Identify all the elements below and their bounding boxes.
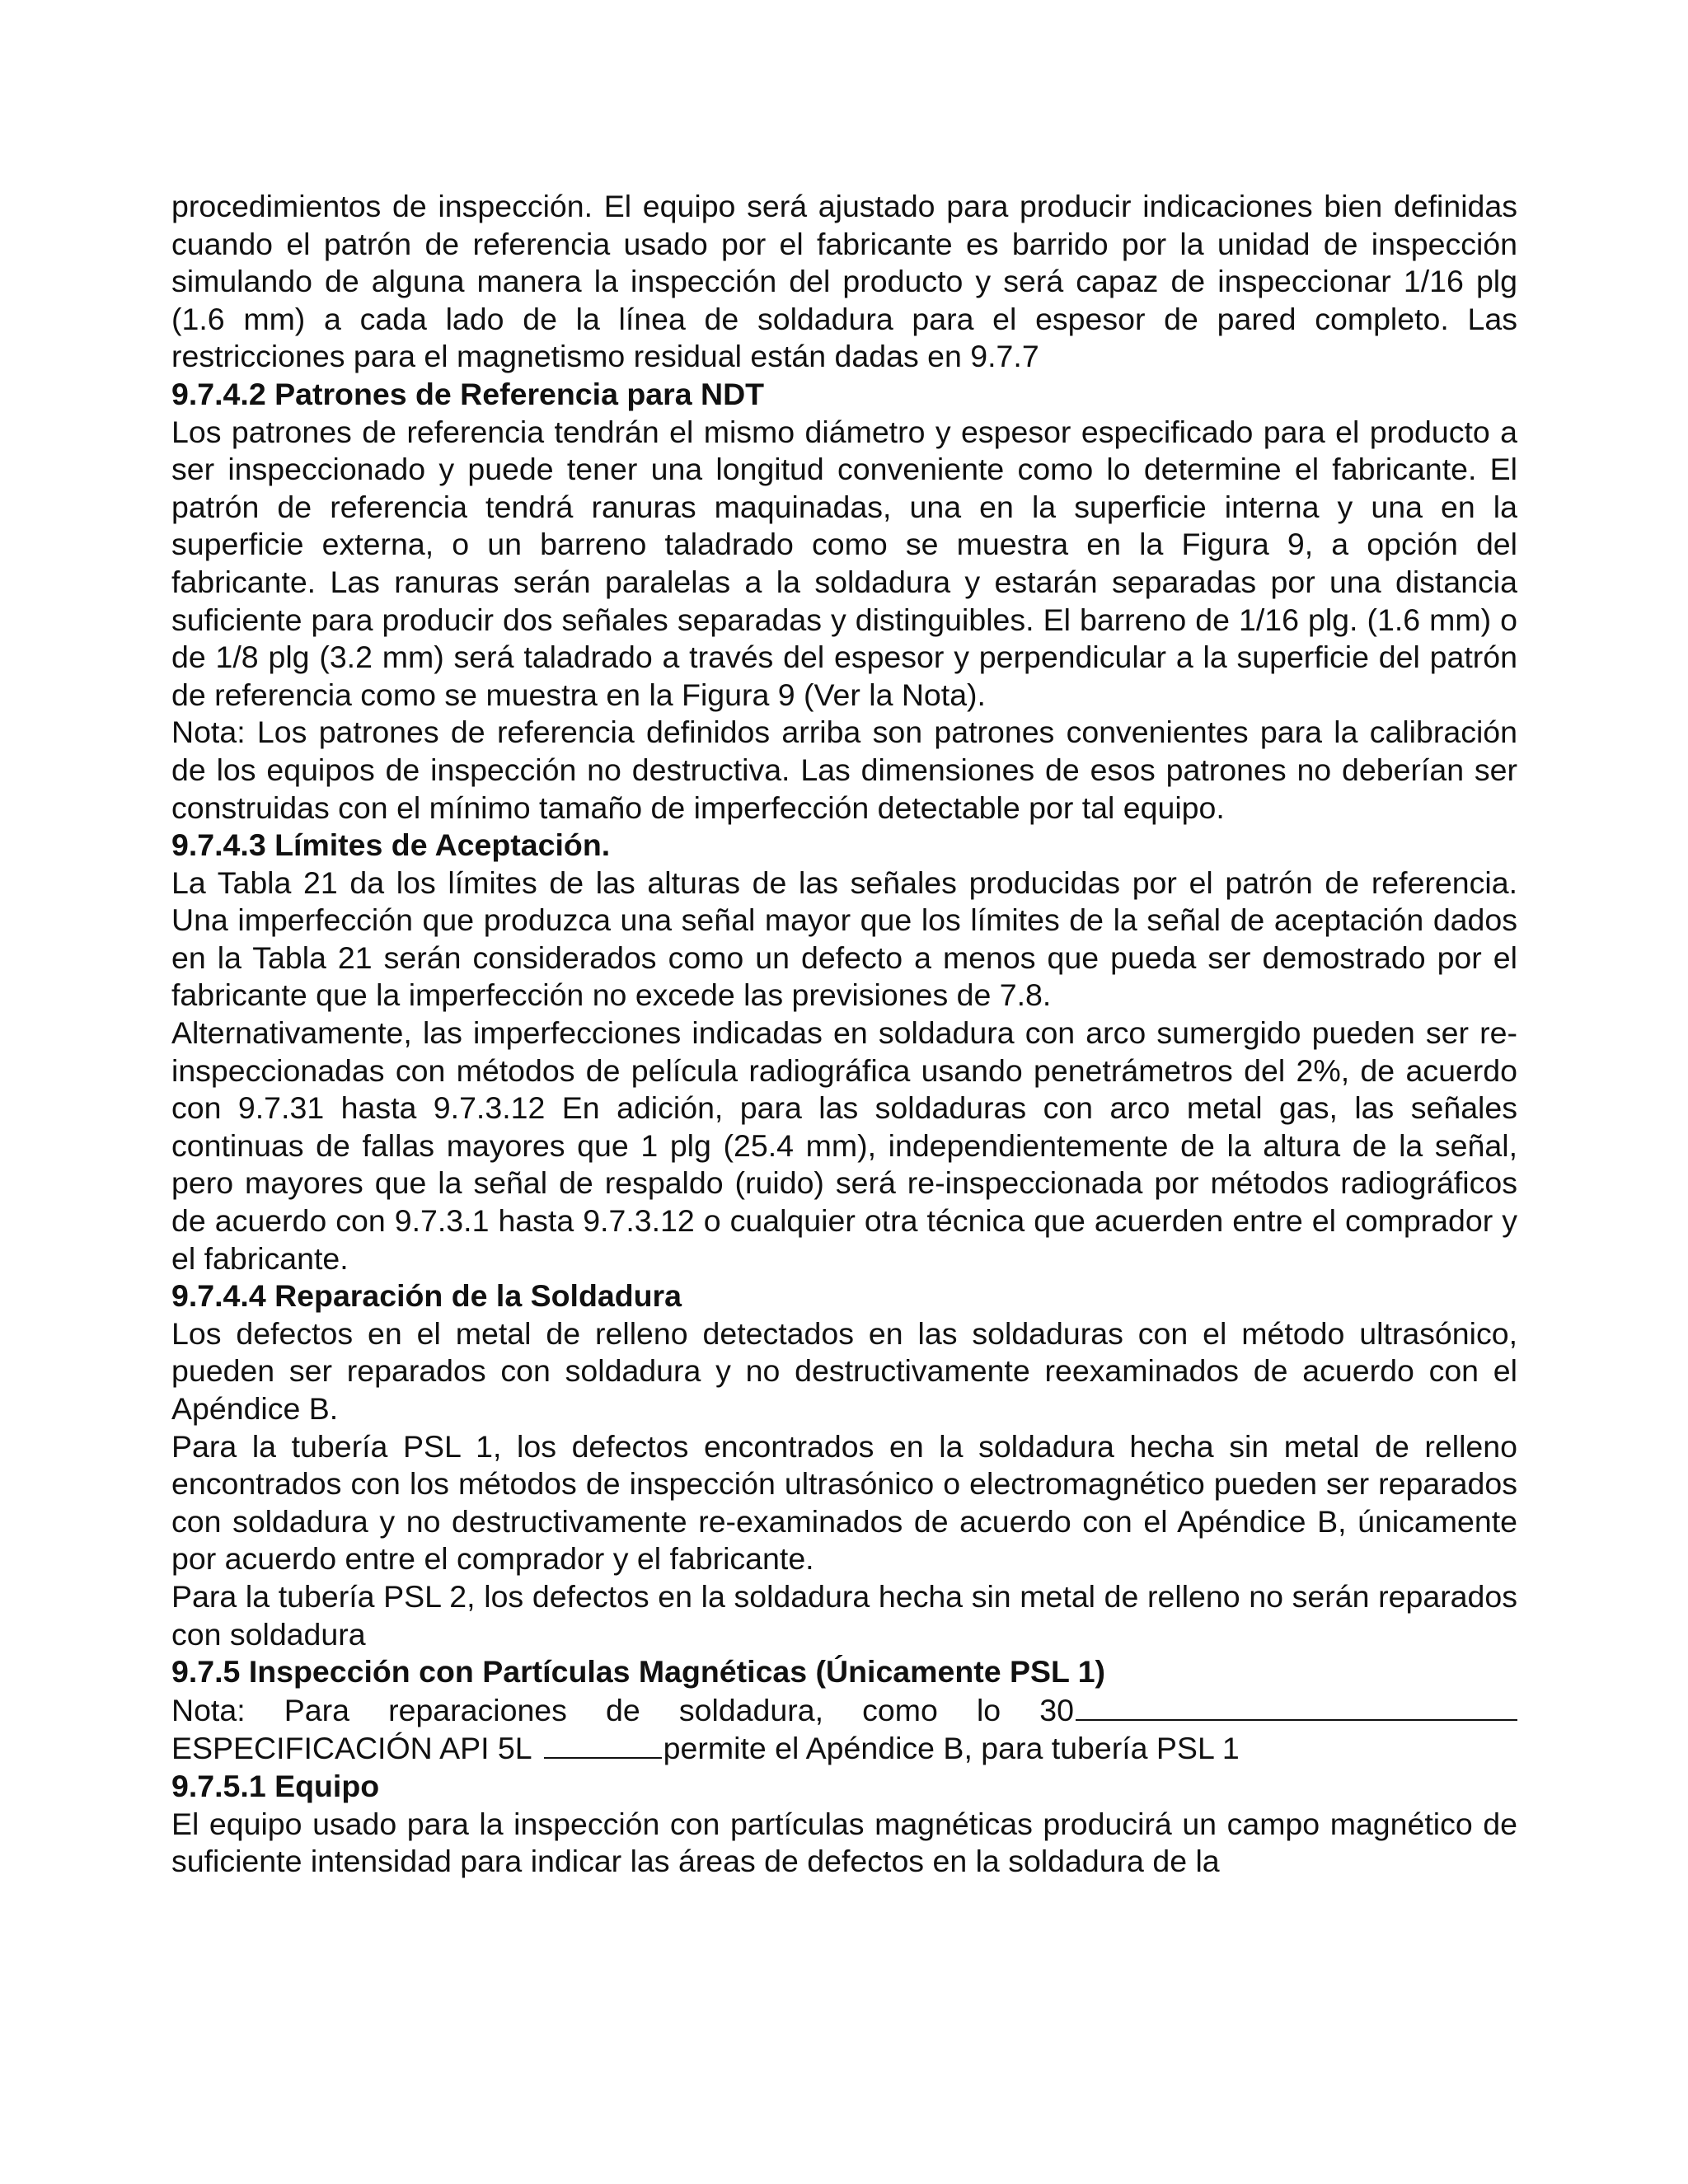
note-line-2 bbox=[171, 1729, 1517, 1768]
note-word: como bbox=[862, 1692, 938, 1727]
note-word: 30 bbox=[1039, 1692, 1074, 1727]
document-page bbox=[171, 188, 1517, 1881]
paragraph-psl1-repairs: Para la tubería PSL 1, los defectos encontrados en la soldadura hecha sin metal de relleno encontrados con los métodos de inspección ultrasónico o electromagnético pueden ser reparados con soldadura y no destructivamente re-examinados de acuerdo con el Apéndice B, únicamente por acuerdo entre el comprador y el fabricante. bbox=[171, 1428, 1517, 1577]
heading-9-7-4-3: 9.7.4.3 Límites de Aceptación. bbox=[171, 827, 611, 863]
blank-underline-short bbox=[544, 1729, 662, 1759]
paragraph-filler-metal-defects: Los defectos en el metal de relleno detectados en las soldaduras con el método ultrasónico, pueden ser reparados con soldadura y no destructivamente reexaminados de acuerdo con el Apéndice B. bbox=[171, 1315, 1517, 1426]
paragraph-alternative-inspection: Alternativamente, las imperfecciones indicadas en soldadura con arco sumergido pueden ser re-inspeccionadas con métodos de película radiográfica usando penetrámetros del 2%, de acuerdo con 9.7.31 hasta 9.7.3.12 En adición, para las soldaduras con arco metal gas, las señales continuas de fallas mayores que 1 plg (25.4 mm), independientemente de la altura de la señal, pero mayores que la señal de respaldo (ruido) será re-inspeccionada por métodos radiográficos de acuerdo con 9.7.3.1 hasta 9.7.3.12 o cualquier otra técnica que acuerden entre el comprador y el fabricante. bbox=[171, 1015, 1517, 1276]
note-word: lo bbox=[976, 1692, 1001, 1727]
note-line-1 bbox=[171, 1691, 1517, 1730]
note-word: soldadura, bbox=[678, 1692, 823, 1727]
heading-9-7-5: 9.7.5 Inspección con Partículas Magnéticas (Únicamente PSL 1) bbox=[171, 1654, 1106, 1690]
note-word: Nota: bbox=[171, 1692, 246, 1727]
heading-9-7-4-2: 9.7.4.2 Patrones de Referencia para NDT bbox=[171, 376, 765, 411]
heading-9-7-5-1: 9.7.5.1 Equipo bbox=[171, 1768, 380, 1803]
paragraph-psl2-repairs: Para la tubería PSL 2, los defectos en la soldadura hecha sin metal de relleno no serán reparados con soldadura bbox=[171, 1578, 1517, 1652]
blank-underline bbox=[1076, 1691, 1517, 1721]
note-appendix-text: permite el Apéndice B, para tubería PSL 1 bbox=[663, 1731, 1240, 1766]
note-word: de bbox=[606, 1692, 640, 1727]
paragraph-inspection-procedures: procedimientos de inspección. El equipo será ajustado para producir indicaciones bien definidas cuando el patrón de referencia usado por el fabricante es barrido por la unidad de inspección simulando de alguna manera la inspección del producto y será capaz de inspeccionar 1/16 plg (1.6 mm) a cada lado de la línea de soldadura para el espesor de pared completo. Las restricciones para el magnetismo residual están dadas en 9.7.7 bbox=[171, 189, 1517, 374]
paragraph-acceptance-limits: La Tabla 21 da los límites de las alturas de las señales producidas por el patrón de referencia. Una imperfección que produzca una señal mayor que los límites de la señal de aceptación dados en la Tabla 21 serán considerados como un defecto a menos que pueda ser demostrado por el fabricante que la imperfección no excede las previsiones de 7.8. bbox=[171, 865, 1517, 1013]
paragraph-equipment: El equipo usado para la inspección con partículas magnéticas producirá un campo magnético de suficiente intensidad para indicar las áreas de defectos en la soldadura de la bbox=[171, 1806, 1517, 1879]
note-word: Para bbox=[284, 1692, 349, 1727]
heading-9-7-4-4: 9.7.4.4 Reparación de la Soldadura bbox=[171, 1278, 682, 1314]
note-word: reparaciones bbox=[388, 1692, 567, 1727]
note-words bbox=[171, 1692, 1074, 1730]
note-spec-name: ESPECIFICACIÓN API 5L bbox=[171, 1731, 532, 1766]
paragraph-note-reference-standards: Nota: Los patrones de referencia definidos arriba son patrones convenientes para la calibración de los equipos de inspección no destructiva. Las dimensiones de esos patrones no deberían ser construidas con el mínimo tamaño de imperfección detectable por tal equipo. bbox=[171, 715, 1517, 825]
paragraph-reference-standards: Los patrones de referencia tendrán el mismo diámetro y espesor especificado para el producto a ser inspeccionado y puede tener una longitud conveniente como lo determine el fabricante. El patrón de referencia tendrá ranuras maquinadas, una en la superficie interna y una en la superficie externa, o un barreno taladrado como se muestra en la Figura 9, a opción del fabricante. Las ranuras serán paralelas a la soldadura y estarán separadas por una distancia suficiente para producir dos señales separadas y distinguibles. El barreno de 1/16 plg. (1.6 mm) o de 1/8 plg (3.2 mm) será taladrado a través del espesor y perpendicular a la superficie del patrón de referencia como se muestra en la Figura 9 (Ver la Nota). bbox=[171, 414, 1517, 712]
